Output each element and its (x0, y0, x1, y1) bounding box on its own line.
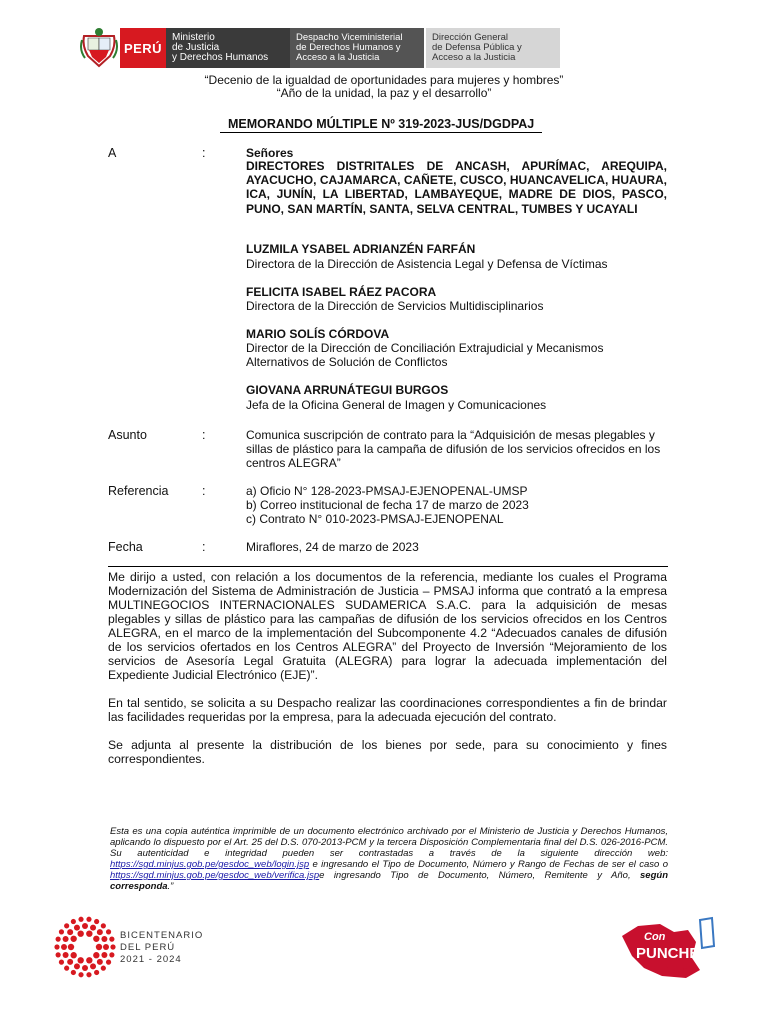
recipient-role: Director de la Dirección de Conciliación Extrajudicial y Mecanismos Alternativos de Solución de Conflictos (246, 341, 604, 369)
sun-dot (93, 952, 99, 958)
sun-dot (101, 923, 106, 928)
sun-dot (86, 930, 92, 936)
directors-list: DIRECTORES DISTRITALES DE ANCASH, APURÍMAC, AREQUIPA, AYACUCHO, CAJAMARCA, CAÑETE, CUSCO, HUANCAVELICA, HUAURA, ICA, JUNÍN, LA LIBERTAD, LAMBAYEQUE, MADRE DE DIOS, PASCO, PUNO, SAN MARTÍN, SANTA, SELVA CENTRAL, TUMBES Y UCAYALI (246, 159, 667, 216)
sun-dot (74, 925, 80, 931)
sun-dot (82, 923, 88, 929)
reference-colon: : (202, 484, 206, 498)
sun-dot (59, 960, 64, 965)
sun-dot (93, 936, 99, 942)
date-colon: : (202, 540, 206, 554)
sun-dot (70, 936, 76, 942)
sun-dot (63, 952, 69, 958)
sun-dot (78, 917, 83, 922)
sun-dot (101, 952, 107, 958)
recipient-name: GIOVANA ARRUNÁTEGUI BURGOS (246, 383, 449, 397)
recipient-name: FELICITA ISABEL RÁEZ PACORA (246, 285, 437, 299)
note-text: e ingresando el Tipo de Documento, Número y Rango de Fechas de ser el caso o (309, 859, 668, 870)
con-punche-peru-logo (614, 912, 720, 984)
sun-dot (97, 929, 103, 935)
letterhead (0, 0, 768, 76)
note-text: Esta es una copia auténtica imprimible de un documento electrónico archivado por el Ministerio de Justicia y Derechos Humanos, aplicando lo dispuesto por el Art. 25 del D.S. 070-2013-PCM y la tercera Disposición Complementaria final del D.S. 026-2016-PCM. Su autenticidad e integridad pueden ser contrastadas a través de la siguiente dirección web: (110, 826, 668, 859)
authenticity-note (110, 826, 668, 892)
direction-label: Dirección General de Defensa Pública y Acceso a la Justicia (426, 28, 560, 68)
reference-item: b) Correo institucional de fecha 17 de marzo de 2023 (246, 498, 529, 512)
sun-dot (101, 966, 106, 971)
sun-dot (71, 970, 76, 975)
body-paragraph: Se adjunta al presente la distribución de los bienes por sede, para su conocimiento y fines correspondientes. (108, 738, 667, 766)
memo-title: MEMORANDO MÚLTIPLE Nº 319-2023-JUS/DGDPAJ (220, 117, 542, 133)
sun-dot (77, 957, 83, 963)
sun-dot (70, 952, 76, 958)
bicentenario-label: BICENTENARIO DEL PERÚ 2021 - 2024 (120, 930, 204, 965)
note-text: .” (167, 881, 174, 892)
note-text: según corresponda (110, 870, 668, 892)
sun-dot (56, 952, 61, 957)
punche-text: PUNCHE (636, 945, 700, 962)
to-colon: : (202, 146, 206, 160)
sun-dot (103, 944, 109, 950)
sun-dot (67, 929, 73, 935)
sun-dot (78, 972, 83, 977)
sun-dot (61, 944, 67, 950)
divider (108, 566, 668, 567)
sun-dot (54, 944, 59, 949)
sun-dot (64, 966, 69, 971)
recipient-name: MARIO SOLÍS CÓRDOVA (246, 327, 390, 341)
sun-dot (101, 936, 107, 942)
recipient-name: LUZMILA YSABEL ADRIANZÉN FARFÁN (246, 242, 476, 256)
sun-dot (110, 944, 115, 949)
sun-dot (106, 960, 111, 965)
login-link[interactable]: https://sgd.minjus.gob.pe/gesdoc_web/login.jsp (110, 859, 310, 870)
reference-item: a) Oficio N° 128-2023-PMSAJ-EJENOPENAL-UMSP (246, 484, 528, 498)
sun-dot (82, 965, 88, 971)
sun-dot (106, 929, 111, 934)
note-text: e ingresando Tipo de Documento, Número, Remitente y Año, (319, 870, 641, 881)
verify-link[interactable]: https://sgd.minjus.gob.pe/gesdoc_web/verifica.jsp (110, 870, 320, 881)
subject-text: Comunica suscripción de contrato para la “Adquisición de mesas plegables y sillas de plástico para la campaña de difusión de los servicios ofrecidos en los centros ALEGRA” (246, 428, 661, 470)
bicentenario-logo (54, 916, 116, 978)
sun-dot (94, 919, 99, 924)
sun-dot (94, 970, 99, 975)
sun-dot (67, 959, 73, 965)
sun-dot (68, 944, 74, 950)
sun-dot (90, 925, 96, 931)
sun-dot (86, 972, 91, 977)
body-paragraph: Me dirijo a usted, con relación a los documentos de la referencia, mediante los cuales el Programa Modernización del Sistema de Administración de Justicia – PMSAJ informa que contrató a la empresa MULTINEGOCIOS INTERNACIONALES SUDAMERICA S.A.C. para la adquisición de mesas plegables y sillas de plástico para las campañas de difusión de los servicios ofrecidos en los Centros ALEGRA, en el marco de la implementación del Subcomponente 4.2 “Adecuados canales de difusión de los servicios ofertados en los Centros ALEGRA” del Proyecto de Inversión “Mejoramiento de los servicios de Asesoría Legal Gratuita (ALEGRA) para lograr la adecuada implementación del Expediente Judicial Electrónico (EJE)”. (108, 570, 667, 682)
subject-label: Asunto (108, 428, 147, 442)
sun-dot (96, 944, 102, 950)
body-paragraph: En tal sentido, se solicita a su Despacho realizar las coordinaciones correspondientes a fin de brindar las facilidades requeridas por la empresa, para la adecuada ejecución del contrato. (108, 696, 667, 724)
sun-dot (90, 963, 96, 969)
sun-dot (97, 959, 103, 965)
decade-motto: “Decenio de la igualdad de oportunidades para mujeres y hombres” (204, 73, 564, 87)
sun-dot (74, 963, 80, 969)
sun-dot (71, 919, 76, 924)
recipient-role: Directora de la Dirección de Servicios Multidisciplinarios (246, 299, 544, 313)
year-motto: “Año de la unidad, la paz y el desarrollo” (276, 86, 492, 100)
sun-dot (63, 936, 69, 942)
sun-dot (109, 952, 114, 957)
subject-colon: : (202, 428, 206, 442)
recipient-role: Jefa de la Oficina General de Imagen y Comunicaciones (246, 398, 547, 412)
vice-ministry-label: Despacho Viceministerial de Derechos Humanos y Acceso a la Justicia (290, 28, 424, 68)
date-text: Miraflores, 24 de marzo de 2023 (246, 540, 419, 554)
sun-dot (56, 937, 61, 942)
ministry-label: Ministerio de Justicia y Derechos Humanos (166, 28, 290, 68)
recipient-role: Directora de la Dirección de Asistencia Legal y Defensa de Víctimas (246, 257, 608, 271)
peru-logo: PERÚ (120, 28, 166, 68)
reference-item: c) Contrato N° 010-2023-PMSAJ-EJENOPENAL (246, 512, 504, 526)
coat-of-arms-icon (80, 26, 118, 68)
sun-dot (109, 937, 114, 942)
to-label: A (108, 146, 117, 160)
sun-dot (59, 929, 64, 934)
con-text: Con (644, 931, 666, 943)
peru-text: Perú (666, 963, 693, 977)
sun-dot (77, 930, 83, 936)
sun-dot (86, 957, 92, 963)
greeting: Señores (246, 146, 294, 160)
reference-label: Referencia (108, 484, 169, 498)
sun-dot (86, 917, 91, 922)
sun-dot (64, 923, 69, 928)
date-label: Fecha (108, 540, 143, 554)
